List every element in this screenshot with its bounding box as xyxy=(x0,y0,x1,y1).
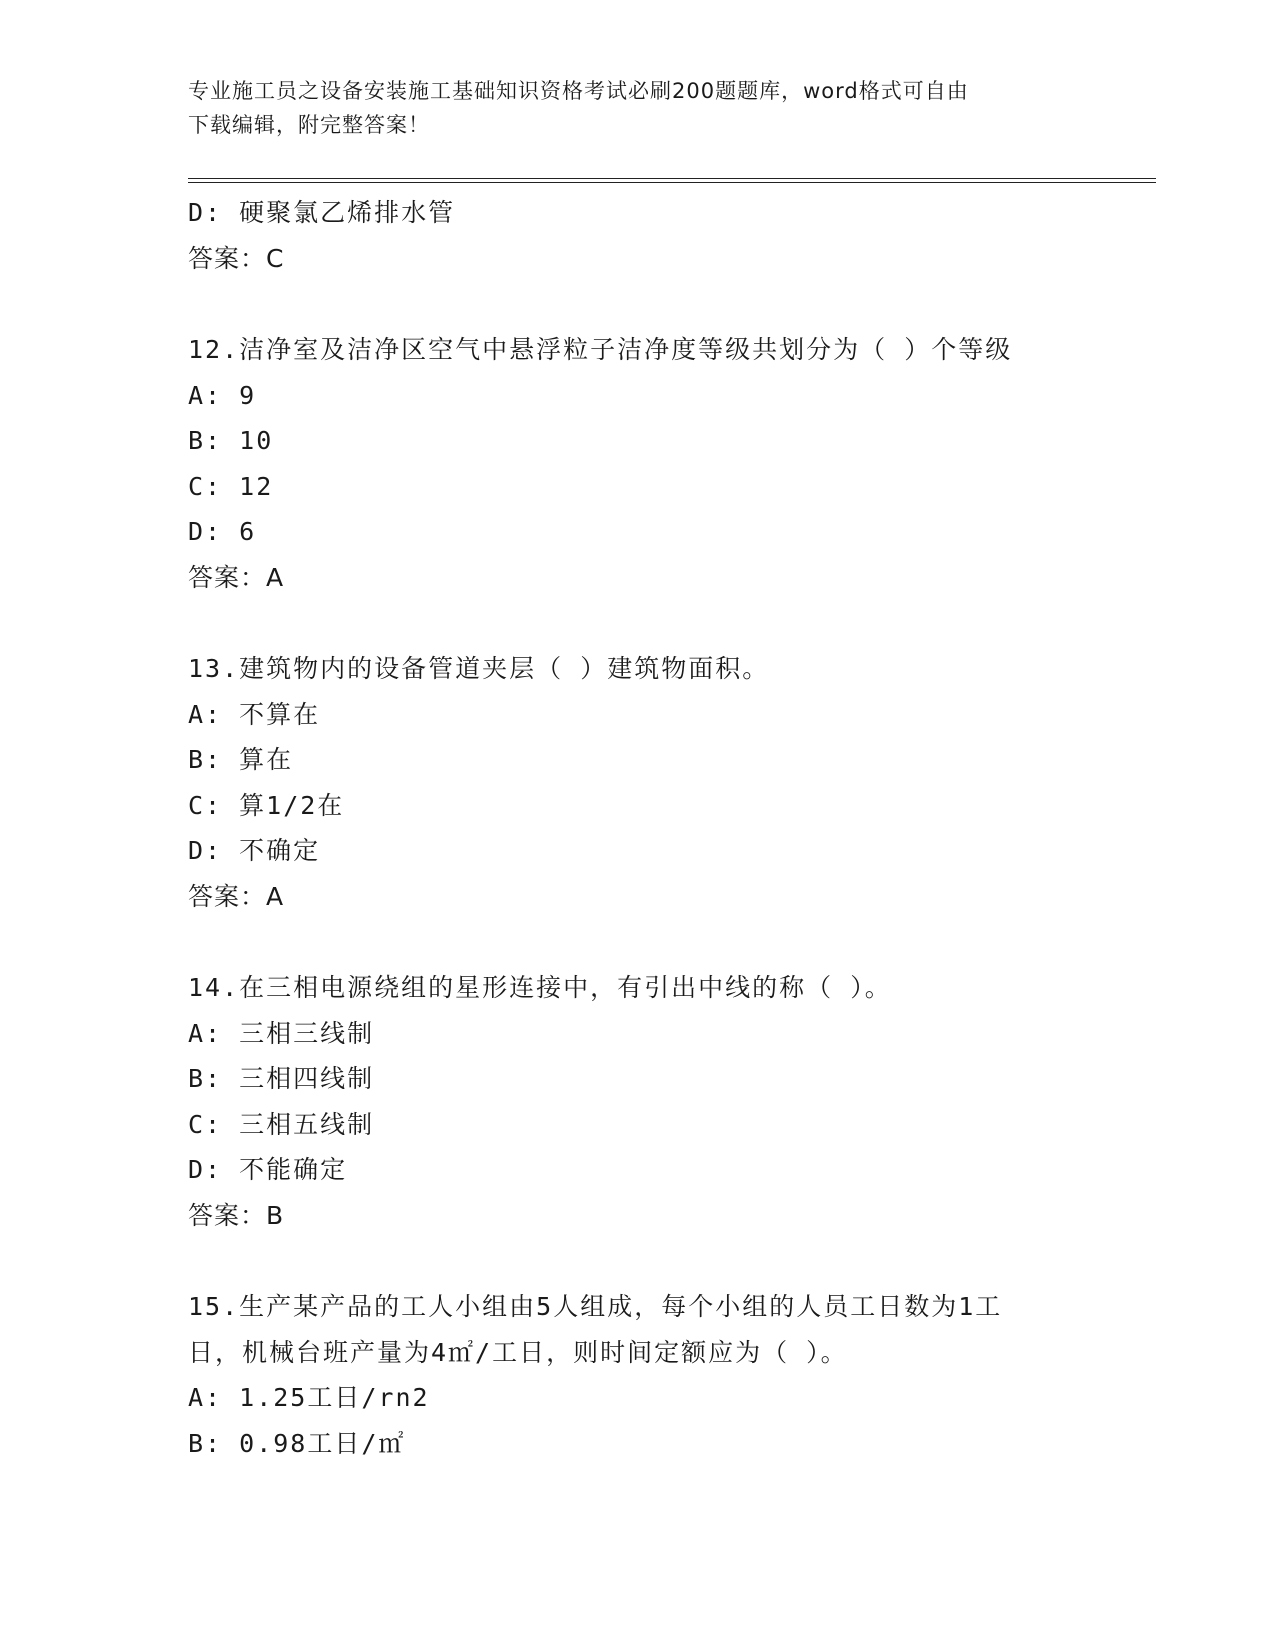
answer: 答案：A xyxy=(188,562,285,592)
question-stem-line-2: 日，机械台班产量为4㎡/工日，则时间定额应为（ ）。 xyxy=(188,1337,848,1367)
question-12 xyxy=(188,327,1156,600)
question-stem: 13.建筑物内的设备管道夹层（ ）建筑物面积。 xyxy=(188,654,770,683)
question-stem: 14.在三相电源绕组的星形连接中，有引出中线的称（ ）。 xyxy=(188,973,892,1002)
question-14 xyxy=(188,965,1156,1238)
question-stem: 12.洁净室及洁净区空气中悬浮粒子洁净度等级共划分为（ ）个等级 xyxy=(188,335,1013,364)
question-15 xyxy=(188,1284,1156,1466)
spacer xyxy=(188,281,1156,327)
answer: 答案：A xyxy=(188,881,285,911)
option-d: D: 不能确定 xyxy=(188,1155,348,1184)
option-b: B: 10 xyxy=(188,426,274,455)
header-divider xyxy=(188,178,1156,183)
option-d: D: 6 xyxy=(188,517,257,546)
document-header xyxy=(188,74,1088,142)
option-a: A: 不算在 xyxy=(188,699,321,729)
question-stem-line-1: 15.生产某产品的工人小组由5人组成，每个小组的人员工日数为1工 xyxy=(188,1292,1003,1321)
spacer xyxy=(188,919,1156,965)
question-list xyxy=(188,190,1156,1466)
option-b: B: 0.98工日/㎡ xyxy=(188,1428,406,1458)
option-b: B: 三相四线制 xyxy=(188,1064,375,1093)
prev-option-d: D: 硬聚氯乙烯排水管 xyxy=(188,198,456,227)
header-line-2: 下载编辑，附完整答案！ xyxy=(188,113,430,137)
answer: 答案：B xyxy=(188,1200,285,1230)
option-a: A: 1.25工日/rn2 xyxy=(188,1383,430,1412)
option-c: C: 12 xyxy=(188,471,274,501)
option-a: A: 9 xyxy=(188,380,257,410)
option-b: B: 算在 xyxy=(188,745,294,774)
question-13 xyxy=(188,646,1156,919)
header-line-1: 专业施工员之设备安装施工基础知识资格考试必刷200题题库，word格式可自由 xyxy=(188,79,969,103)
option-d: D: 不确定 xyxy=(188,836,321,865)
option-c: C: 三相五线制 xyxy=(188,1109,375,1139)
prev-answer: 答案：C xyxy=(188,243,285,273)
spacer xyxy=(188,1238,1156,1284)
option-a: A: 三相三线制 xyxy=(188,1018,375,1048)
spacer xyxy=(188,600,1156,646)
option-c: C: 算1/2在 xyxy=(188,790,345,820)
